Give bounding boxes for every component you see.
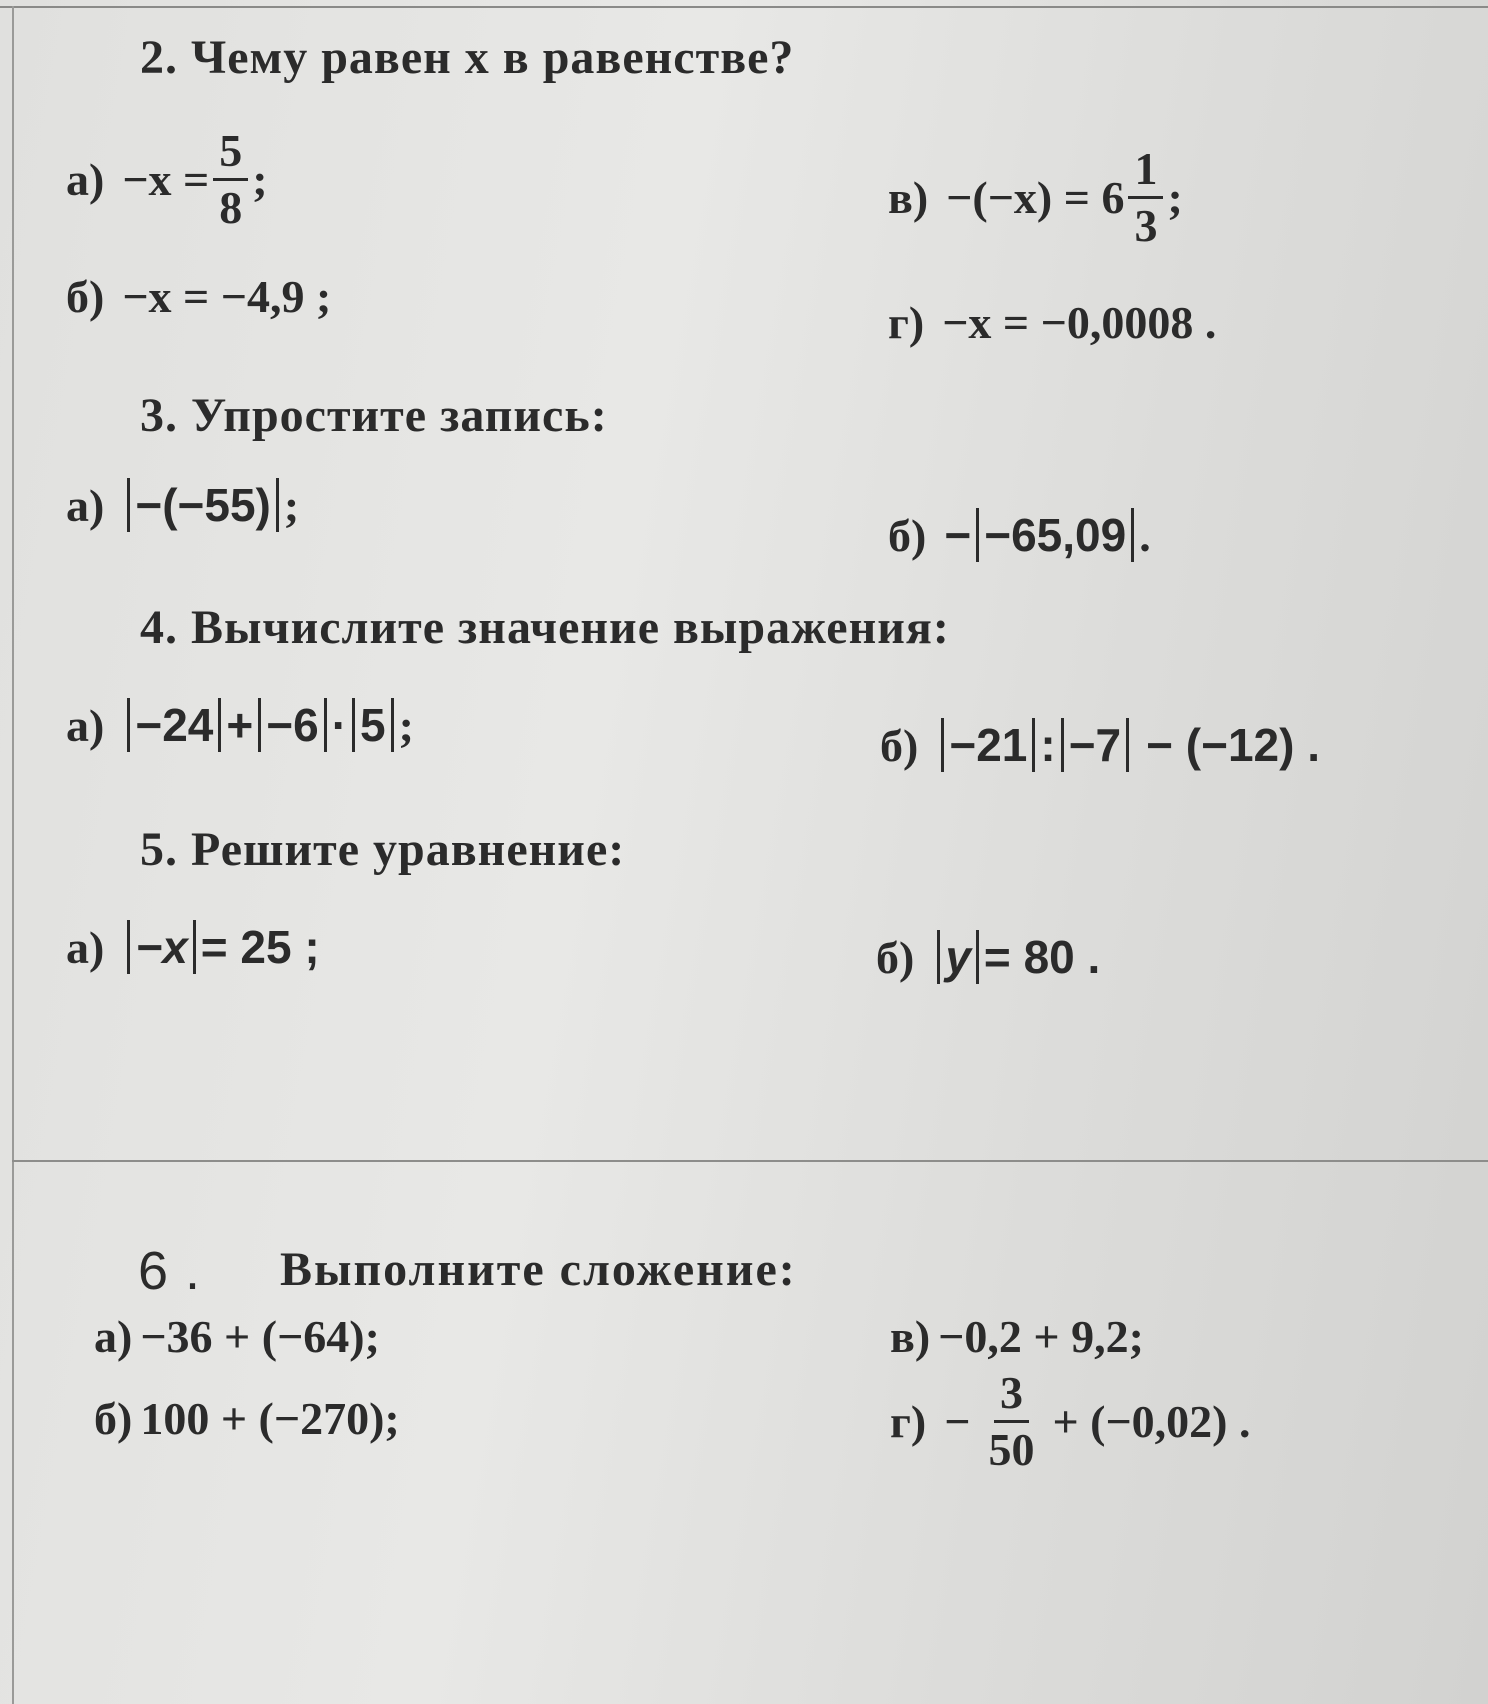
task4-b-value2: −7 <box>1068 719 1122 771</box>
abs-bar-left <box>976 508 979 562</box>
task6-g-minus: − <box>944 1396 971 1447</box>
abs-bar-right <box>218 698 221 752</box>
task4-a-label: а) <box>66 699 105 751</box>
task5-heading: 5. Решите уравнение: <box>140 823 626 876</box>
task4-a-op2: · <box>331 699 348 751</box>
task2-v-end: ; <box>1167 172 1183 223</box>
task4-a-value2: −6 <box>266 699 319 751</box>
abs-bar-left <box>127 698 130 752</box>
abs-bar-left <box>941 718 944 772</box>
task3-a-expression: −(−55) <box>135 479 271 531</box>
task2-a-numerator: 5 <box>213 128 248 181</box>
task6-item-a <box>94 1310 380 1363</box>
task2-item-a <box>66 125 268 233</box>
task5-a-expression: −x <box>135 921 188 973</box>
task2-a-end: ; <box>252 154 268 205</box>
task2-a-fraction <box>213 125 248 233</box>
abs-bar-right <box>391 698 394 752</box>
task2-item-g <box>888 296 1216 349</box>
abs-bar-right <box>976 930 979 984</box>
task3-item-b <box>888 508 1151 562</box>
task2-v-lhs: −(−x) = 6 <box>946 172 1125 223</box>
task5-b-label: б) <box>876 931 915 983</box>
task6-g-fraction <box>982 1367 1040 1475</box>
task4-b-value1: −21 <box>949 719 1028 771</box>
abs-bar-right <box>276 478 279 532</box>
task2-g-label: г) <box>888 297 925 348</box>
abs-bar-left <box>352 698 355 752</box>
task5-b-expression: y <box>945 931 971 983</box>
abs-bar-left <box>937 930 940 984</box>
task4-b-op1: : <box>1040 719 1056 771</box>
task4-b-label: б) <box>880 719 919 771</box>
task5-a-rest: = 25 ; <box>200 921 320 973</box>
task6-a-label: а) <box>94 1311 133 1362</box>
task5-b-rest: = 80 . <box>983 931 1101 983</box>
task2-v-fraction <box>1128 143 1163 251</box>
task2-item-b <box>66 270 331 323</box>
abs-bar-right <box>1126 718 1129 772</box>
task4-a-end: ; <box>398 699 414 751</box>
task4-b-rest: − (−12) . <box>1146 719 1321 771</box>
task6-v-text: −0,2 + 9,2; <box>938 1311 1144 1362</box>
task5-a-label: а) <box>66 921 105 973</box>
task5-item-b <box>876 930 1100 984</box>
task2-v-label: в) <box>888 172 929 223</box>
task3-b-expression: −65,09 <box>984 509 1127 561</box>
task5-item-a <box>66 920 320 974</box>
task6-g-rest: + (−0,02) . <box>1052 1396 1251 1447</box>
task2-item-v <box>888 143 1183 251</box>
abs-bar-right <box>1131 508 1134 562</box>
abs-bar-left <box>1061 718 1064 772</box>
task6-g-label: г) <box>890 1396 927 1447</box>
task2-v-denominator: 3 <box>1134 200 1158 251</box>
task3-b-label: б) <box>888 509 927 561</box>
task4-a-value3: 5 <box>360 699 386 751</box>
abs-bar-left <box>127 478 130 532</box>
task2-a-label: а) <box>66 154 105 205</box>
task6-number: 6 . <box>138 1241 202 1301</box>
task4-item-b <box>880 718 1320 772</box>
task4-a-value1: −24 <box>135 699 214 751</box>
task3-a-label: а) <box>66 479 105 531</box>
task6-item-g <box>890 1367 1251 1475</box>
task6-heading: Выполните сложение: <box>280 1243 797 1296</box>
task6-b-label: б) <box>94 1393 133 1444</box>
task6-b-text: 100 + (−270); <box>140 1393 400 1444</box>
top-border <box>0 6 1488 8</box>
task2-g-text: −x = −0,0008 . <box>942 297 1217 348</box>
task2-heading: 2. Чему равен x в равенстве? <box>140 31 795 84</box>
abs-bar-right <box>1032 718 1035 772</box>
abs-bar-right <box>193 920 196 974</box>
task6-item-b <box>94 1392 400 1445</box>
task2-a-lhs: −x = <box>122 154 210 205</box>
task3-a-end: ; <box>283 479 300 531</box>
task6-a-text: −36 + (−64); <box>140 1311 380 1362</box>
task2-v-numerator: 1 <box>1128 146 1163 199</box>
task3-item-a <box>66 478 299 532</box>
task2-b-text: −x = −4,9 ; <box>122 271 332 322</box>
task2-a-denominator: 8 <box>219 182 243 233</box>
section-divider <box>12 1160 1488 1162</box>
task6-g-denominator: 50 <box>988 1424 1035 1475</box>
task3-b-minus: − <box>944 509 972 561</box>
task6-g-numerator: 3 <box>994 1370 1029 1423</box>
task6-item-v <box>890 1310 1144 1363</box>
task4-a-op1: + <box>226 699 254 751</box>
abs-bar-right <box>324 698 327 752</box>
task4-heading: 4. Вычислите значение выражения: <box>140 601 950 654</box>
left-border <box>12 6 14 1704</box>
task3-heading: 3. Упростите запись: <box>140 389 608 442</box>
task6-v-label: в) <box>890 1311 931 1362</box>
abs-bar-left <box>258 698 261 752</box>
abs-bar-left <box>127 920 130 974</box>
task2-b-label: б) <box>66 271 105 322</box>
task3-b-end: . <box>1139 509 1151 561</box>
task4-item-a <box>66 698 414 752</box>
